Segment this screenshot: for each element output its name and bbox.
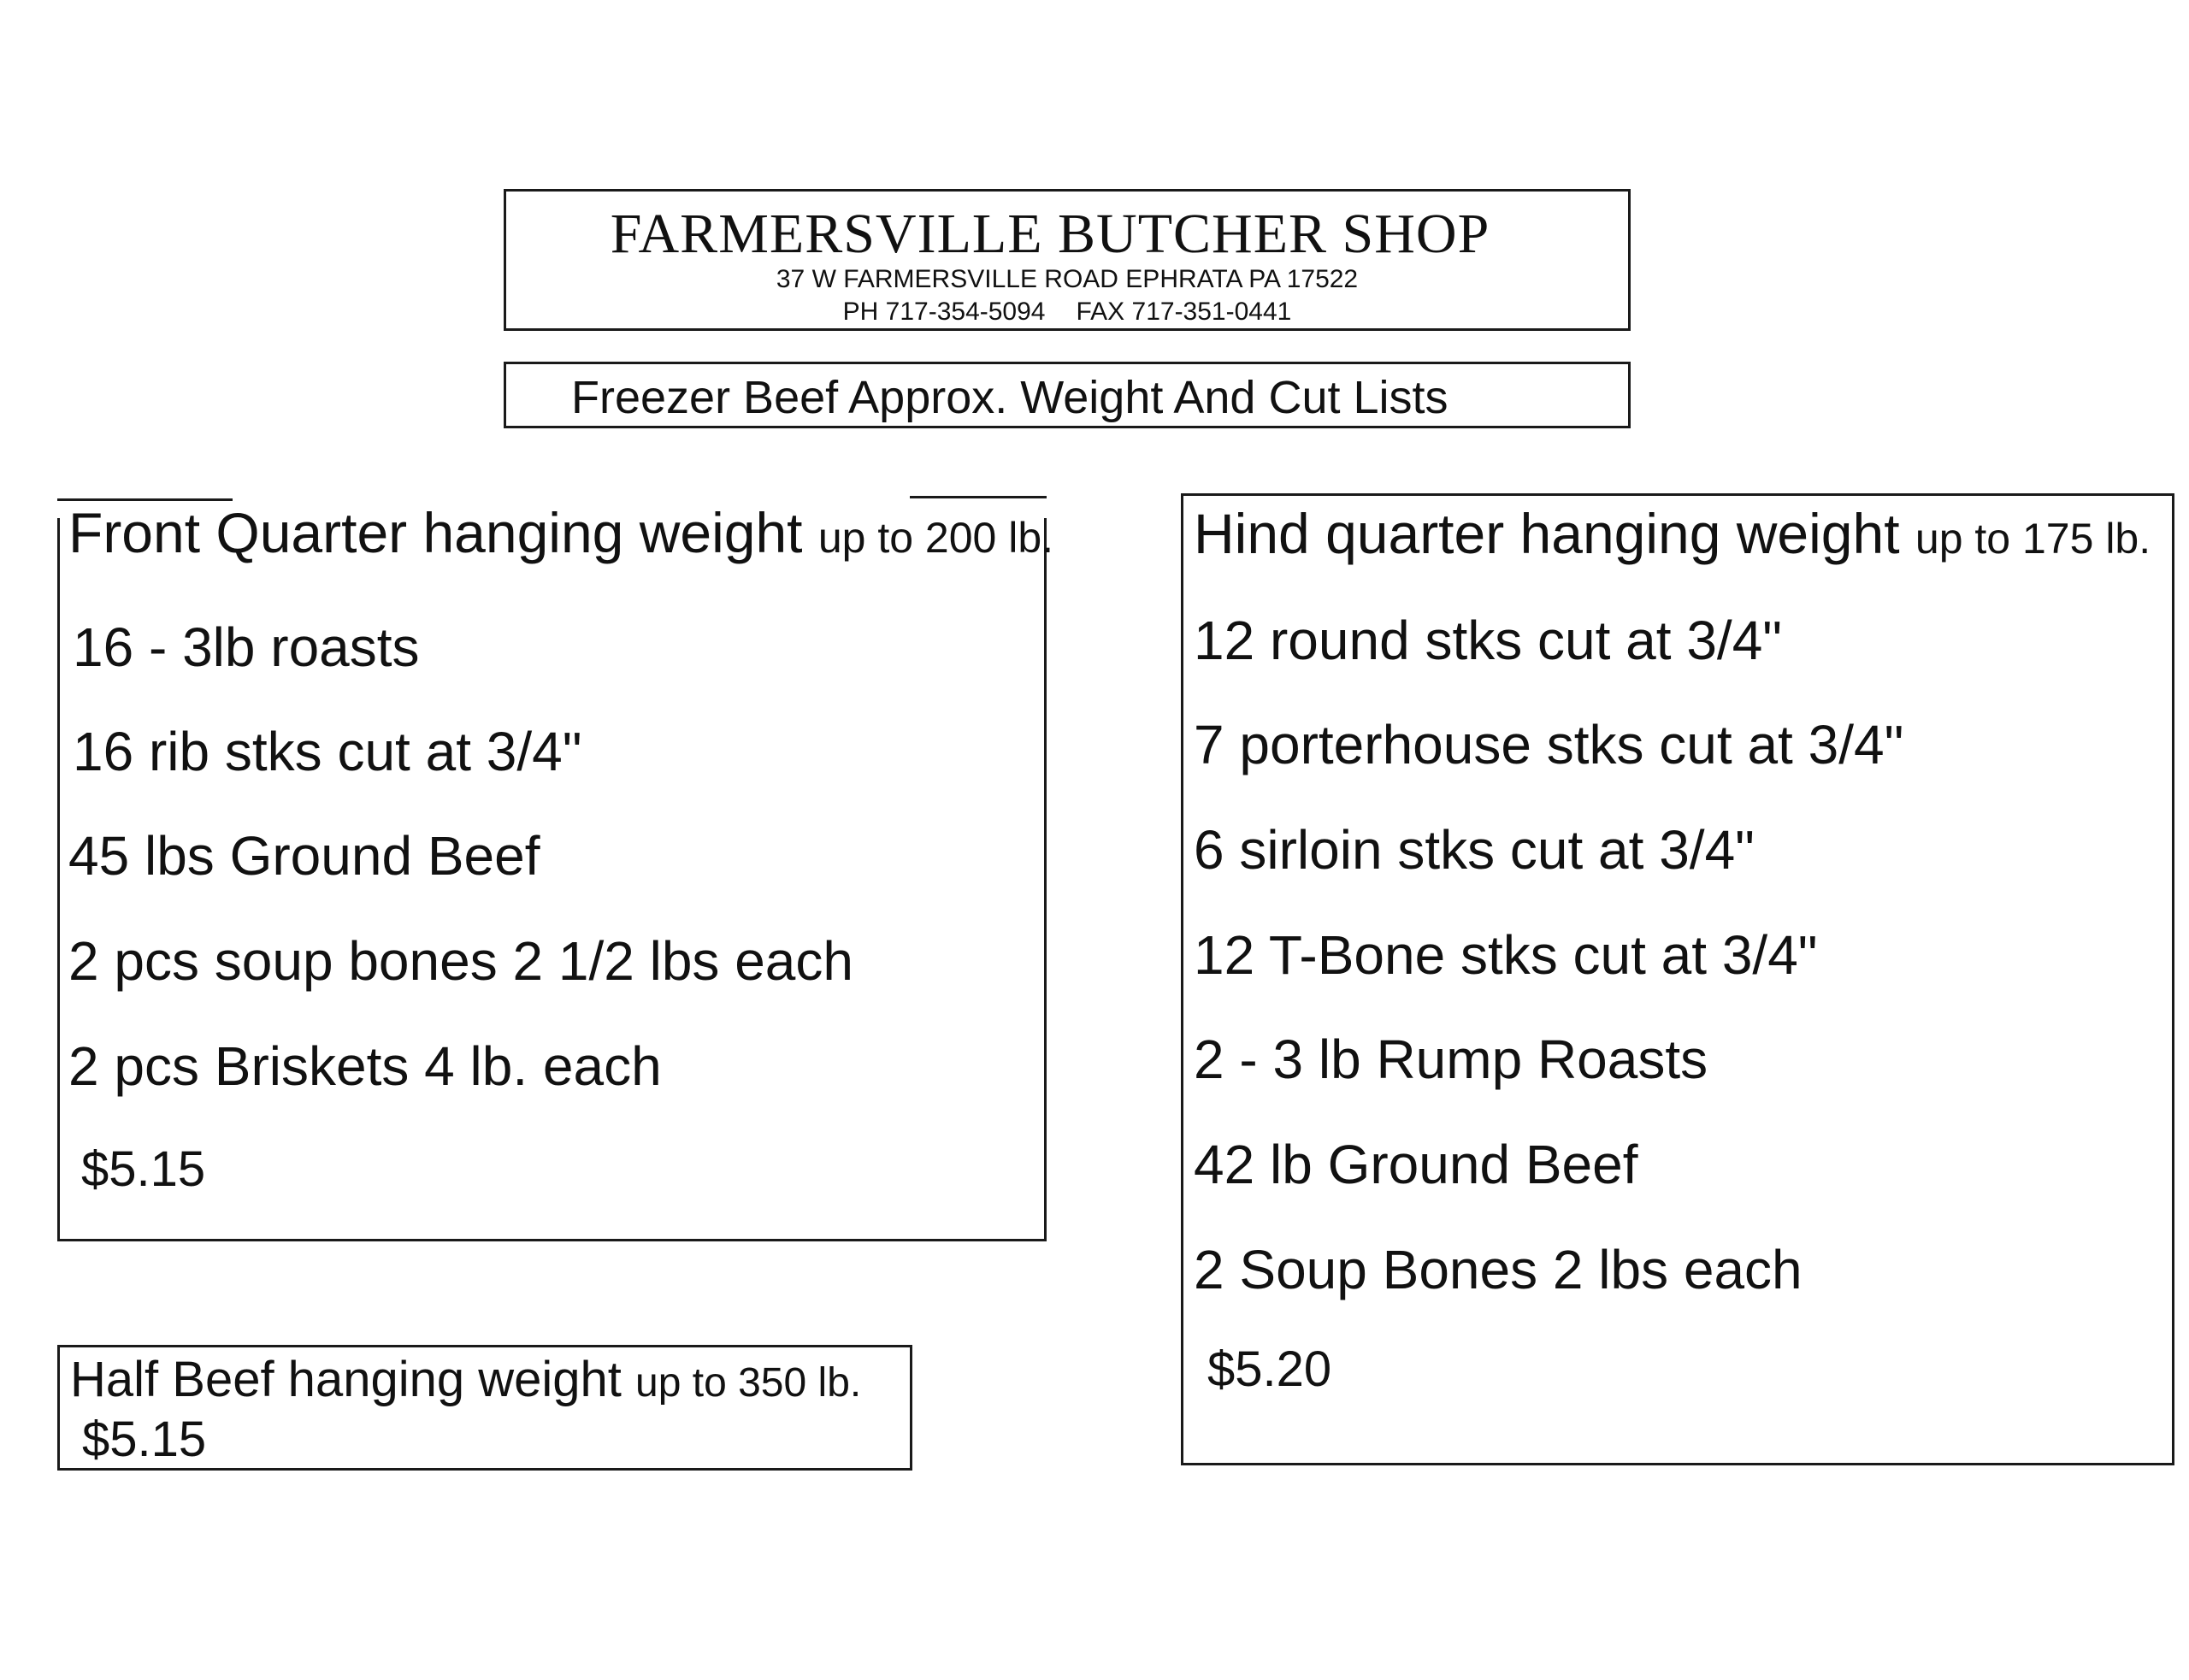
shop-contact	[506, 298, 1628, 327]
hind-quarter-item: 12 round stks cut at 3/4"	[1194, 610, 1782, 671]
front-quarter-item: 45 lbs Ground Beef	[68, 825, 540, 887]
hind-quarter-item: 2 - 3 lb Rump Roasts	[1194, 1029, 1708, 1090]
front-quarter-price: $5.15	[81, 1141, 206, 1197]
front-quarter-box	[57, 573, 1047, 1241]
hind-quarter-title-text: Hind quarter hanging weight	[1194, 502, 1900, 565]
hind-quarter-item: 6 sirloin stks cut at 3/4"	[1194, 819, 1755, 881]
hind-quarter-title	[1194, 501, 2151, 566]
front-quarter-item: 2 pcs Briskets 4 lb. each	[68, 1035, 662, 1097]
front-quarter-title	[68, 500, 1053, 565]
shop-fax: FAX 717-351-0441	[1076, 298, 1292, 326]
hind-quarter-limit: up to 175 lb.	[1915, 515, 2151, 563]
front-quarter-top-rule-right	[910, 496, 1047, 498]
front-quarter-limit: up to 200 lb.	[817, 514, 1054, 562]
shop-address: 37 W FARMERSVILLE ROAD EPHRATA PA 17522	[776, 265, 1359, 293]
half-beef-price: $5.15	[82, 1412, 207, 1467]
hind-quarter-item: 7 porterhouse stks cut at 3/4"	[1194, 714, 1904, 775]
front-quarter-left-edge	[57, 518, 60, 578]
front-quarter-item: 2 pcs soup bones 2 1/2 lbs each	[68, 930, 853, 992]
hind-quarter-item: 2 Soup Bones 2 lbs each	[1194, 1239, 1803, 1300]
front-quarter-title-text: Front Quarter hanging weight	[68, 501, 803, 564]
shop-phone: PH 717-354-5094	[842, 298, 1046, 326]
half-beef-title	[70, 1351, 861, 1408]
front-quarter-item: 16 - 3lb roasts	[73, 616, 420, 678]
hind-quarter-item: 12 T-Bone stks cut at 3/4"	[1194, 924, 1818, 986]
half-beef-limit: up to 350 lb.	[635, 1360, 862, 1406]
hind-quarter-box	[1181, 493, 2174, 1465]
shop-name: FARMERSVILLE BUTCHER SHOP	[610, 203, 1490, 265]
hind-quarter-price: $5.20	[1207, 1341, 1332, 1397]
hind-quarter-item: 42 lb Ground Beef	[1194, 1134, 1638, 1195]
front-quarter-item: 16 rib stks cut at 3/4"	[73, 721, 582, 782]
document-subtitle: Freezer Beef Approx. Weight And Cut Lists	[571, 372, 1449, 423]
half-beef-title-text: Half Beef hanging weight	[70, 1352, 622, 1407]
shop-header	[504, 189, 1631, 331]
half-beef-box	[57, 1345, 912, 1471]
subtitle-box	[504, 362, 1631, 428]
